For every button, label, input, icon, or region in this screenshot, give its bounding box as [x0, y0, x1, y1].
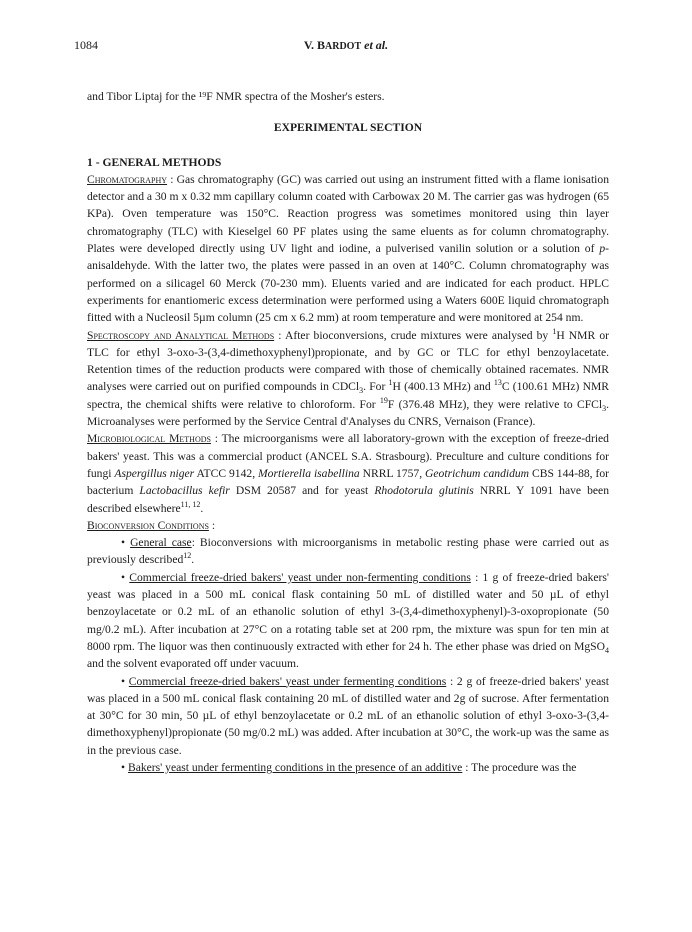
- reference-superscript: 12: [183, 551, 192, 561]
- bullet: •: [121, 674, 126, 688]
- chromatography-paragraph: Chromatography : Gas chromatography (GC) was carried out using an instrument fitted with a flame ionisation detector and a 30 m x 0.32 mm capillary column coated with Carbowax 20 M. The carrier gas was hydrogen (65 KPa). Oven temperature was 150°C. Reaction progress was sometimes monitored using thin layer chromatography (TLC) with Kieselgel 60 PF plates using the same eluents as for column chromatography. Plates were developed directly using UV light and iodine, a pulverised vanilin solution or a solution of p-anisaldehyde. With the latter two, the plates were passed in an oven at 140°C. Column chromatography was performed on a silicagel 60 Merck (70-230 mm). Eluents varied and are indicated for each product. HPLC experiments for enantiomeric excess determination were performed using a Waters 600E liquid chromatograph fitted with a Nucleosil 5µm column (25 cm x 6.2 mm) at room temperature and were monitored at 254 nm.: [87, 172, 609, 325]
- general-case-paragraph: • General case: Bioconversions with microorganisms in metabolic resting phase were carried out as previously described$^{12}$.: [87, 536, 609, 567]
- running-header-author-smallcaps: ARDOT: [325, 41, 362, 52]
- bioconversion-heading: Bioconversion Conditions :: [87, 518, 216, 532]
- bullet: •: [121, 536, 126, 550]
- spectroscopy-label: Spectroscopy and Analytical Methods: [87, 328, 275, 342]
- additive-paragraph: • Bakers' yeast under fermenting conditions in the presence of an additive : The procedure was the: [121, 760, 577, 774]
- nonfermenting-label: Commercial freeze-dried bakers' yeast under non-fermenting conditions: [129, 570, 471, 584]
- bioconversion-label: Bioconversion Conditions: [87, 518, 209, 532]
- running-header: [0, 38, 692, 53]
- running-header-etal: et al.: [364, 38, 389, 52]
- chromatography-label: Chromatography: [87, 172, 168, 186]
- additive-label: Bakers' yeast under fermenting conditions in the presence of an additive: [127, 760, 463, 774]
- general-methods-heading: 1 - GENERAL METHODS: [87, 155, 222, 169]
- bullet: •: [121, 570, 126, 584]
- fermenting-paragraph: • Commercial freeze-dried bakers' yeast under fermenting conditions : 2 g of freeze-dried bakers' yeast was placed in a 500 mL conical flask containing 20 mL of distilled water and 2g of sucrose. After fermentation at 30°C for 30 min, 50 µL of ethyl benzoylacetate or 0.2 mL of an ethanolic solution of ethyl 3-oxo-3-(3,4-dimethoxyphenyl)propionate (50 mg/0.2 mL) was added. After incubation at 30°C, the work-up was the same as in the previous case.: [87, 674, 609, 757]
- general-case-label: General case: [130, 536, 192, 550]
- reference-superscript: 11, 12: [180, 499, 201, 509]
- bullet: •: [121, 760, 126, 774]
- section-title: EXPERIMENTAL SECTION: [273, 121, 423, 135]
- nonfermenting-paragraph: • Commercial freeze-dried bakers' yeast under non-fermenting conditions : 1 g of freeze-dried bakers' yeast was placed in a 500 mL conical flask containing 50 mL of distilled water and 50 µL of ethyl benzoylacetate or 0.2 mL of an ethanolic solution of ethyl 3-(3,4-dimethoxyphenyl)-3-oxopropionate (50 mg/0.2 mL). After incubation at 27°C on a rotating table set at 200 rpm, the mixture was spun for ten min at 8000 rpm. The liquor was then continuously extracted with ether for 24 h. The ether phase was dried on MgSO$_4$ and the solvent evaporated off under vacuum.: [87, 570, 609, 671]
- spectroscopy-paragraph: Spectroscopy and Analytical Methods : After bioconversions, crude mixtures were analysed by $^1$H NMR or TLC for ethyl 3-oxo-3-(3,4-dimethoxyphenyl)propionate, and by GC or TLC for ethyl benzoylacetate. Retention times of the reduction products were compared with those of chemically obtained racemates. NMR analyses were carried out on purified compounds in CDCl$_3$. For $^1$H (400.13 MHz) and $^{13}$C (100.61 MHz) NMR spectra, the chemical shifts were relative to chloroform. For $^{19}$F (376.48 MHz), they were relative to CFCl$_3$. Microanalyses were performed by the Service Central d'Analyses du CNRS, Vernaison (France).: [87, 326, 609, 429]
- microbiological-label: Microbiological Methods: [87, 432, 211, 446]
- acknowledgement-continuation: and Tibor Liptaj for the ¹⁹F NMR spectra of the Mosher's esters.: [87, 90, 385, 103]
- fermenting-label: Commercial freeze-dried bakers' yeast under fermenting conditions: [128, 674, 447, 688]
- microbiological-paragraph: Microbiological Methods : The microorganisms were all laboratory-grown with the exception of freeze-dried bakers' yeast. This was a commercial product (ANCEL S.A. Strasbourg). Preculture and culture conditions for fungi Aspergillus niger ATCC 9142, Mortierella isabellina NRRL 1757, Geotrichum candidum CBS 144-88, for bacterium Lactobacillus kefir DSM 20587 and for yeast Rhodotorula glutinis NRRL Y 1091 have been described elsewhere$^{11, 12}$.: [87, 432, 609, 515]
- body-text: [87, 88, 609, 776]
- page-number: 1084: [74, 38, 98, 52]
- running-header-author: V. B: [303, 38, 325, 52]
